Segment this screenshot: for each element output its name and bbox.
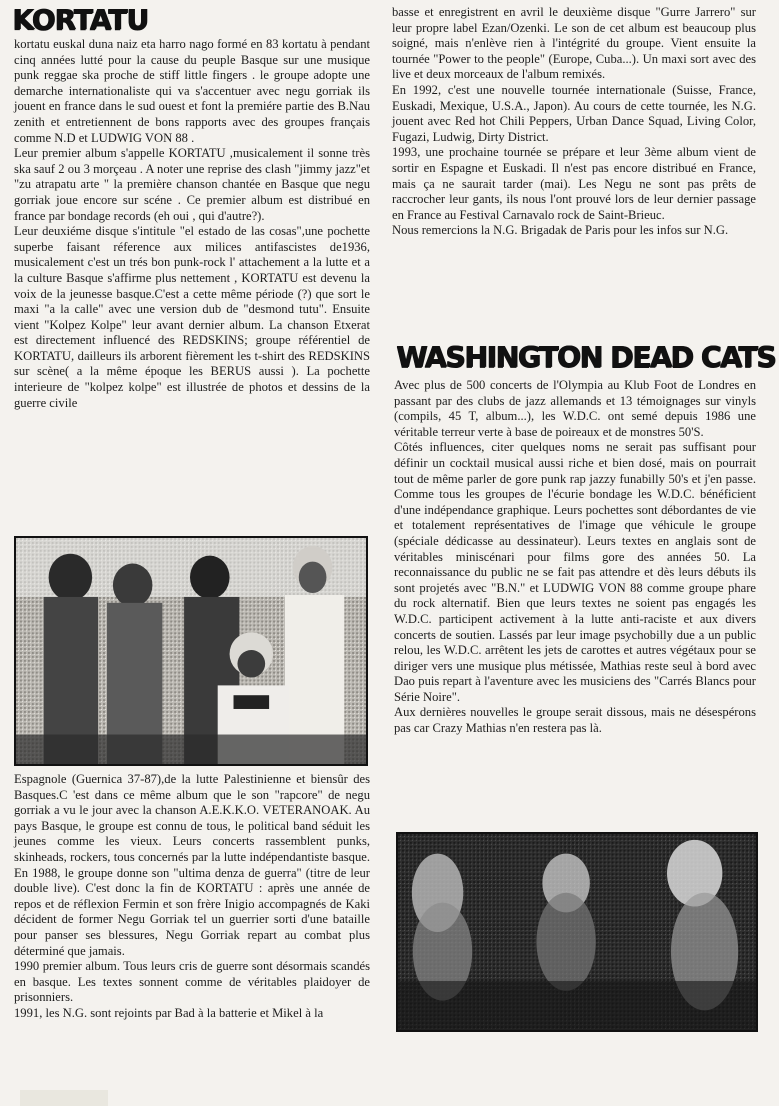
wdc-paragraph: Aux dernières nouvelles le groupe serait dissous, mais ne désespérons pas car Crazy Mathias n'en restera pas là.	[394, 705, 756, 736]
wdc-title: WASHINGTON DEAD CATS	[396, 341, 775, 374]
kortatu-paragraph: Leur deuxiéme disque s'intitule "el estado de las cosas",une pochette superbe faisant réference aux milices antifascistes de1936, musicalement c'est un trés bon punk-rock l' attachement a la lutte et a la culture Basque s'affirme plus nettement , KORTATU est devenu la voix de la jeunesse basque.C'est a cette même période (?) que sort le maxi "a la calle" avec une version dub de "desmond tutu". Ensuite vient "Kolpez Kolpe" leur avant dernier album. La chanson Etxerat est directement influencé des REDSKINS; groupe référentiel de KORTATU, dailleurs ils arborent fièrement les t-shirt des REDSKINS sur scène( a la même époque les BERUS aussi ). La pochette interieure de "kolpez kolpe" est illustrée de photos et dessins de la guerre civile	[14, 224, 370, 410]
band-photo-washington-dead-cats	[396, 832, 758, 1032]
photo-image	[398, 834, 756, 1030]
kortatu-article-top	[14, 37, 370, 411]
kortatu-article-bottom	[14, 772, 370, 1022]
wdc-paragraph: Côtés influences, citer quelques noms ne serait pas suffisant pour définir un cocktail musical aussi riche et bien dosé, mais on pourrait tout de même parler de gore punk rap jazzy funabilly 50's et j'en passe. Comme tous les groupes de l'écurie bondage les W.D.C. bénéficient d'une indépendance graphique. Leurs pochettes sont débordantes de vie et totalement représentatives de l'image que véhicule le groupe (spéciale dédicasse au dessinateur). Leurs textes en anglais sont de véritables miniscénari pour films gore des années 50. La reconnaissance du public ne se fait pas attendre et dès leurs débuts ils sont projetés avec "B.N." et LUDWIG VON 88 comme groupe phare du rock alternatif. Bien que leurs textes ne soient pas engagés les W.D.C. participent activement à la lutte anti-raciste et aux divers concerts de soutien. Lassés par leur image psychobilly due a un public relou, les W.D.C. arrêtent les jets de carottes et autres végétaux pour se diriger vers une musique plus métissée, Mathias reste seul à bord avec Dao puis repart à l'aventure avec les musiciens des "Carrés Blancs pour Série Noire".	[394, 440, 756, 704]
wdc-paragraph: Avec plus de 500 concerts de l'Olympia au Klub Foot de Londres en passant par des clubs de jazz allemands et 13 témoignages sur vinyls (compils, 45 T, album...), les W.D.C. ont semé depuis 1986 une véritable terreur verte à base de poireaux et de monstres 50'S.	[394, 378, 756, 439]
kortatu-paragraph: basse et enregistrent en avril le deuxième disque "Gurre Jarrero" sur leur propre label Ezan/Ozenki. Le son de cet album est beaucoup plus soigné, mais n'enlève rien à l'intégrité du groupe. Vient ensuite la tournée "Power to the people" (Europe, Cuba...). Un maxi sort avec des live et deux morceaux de l'album remixés.	[392, 5, 756, 82]
kortatu-title: KORTATU	[12, 3, 148, 36]
kortatu-paragraph: 1991, les N.G. sont rejoints par Bad à la batterie et Mikel à la	[14, 1005, 324, 1020]
wdc-article	[394, 378, 756, 737]
kortatu-article-continued	[392, 5, 756, 239]
kortatu-paragraph: 1990 premier album. Tous leurs cris de guerre sont désormais scandés en basque. Les textes sonnent comme de véritables plaidoyer de prisonniers.	[14, 959, 370, 1005]
kortatu-paragraph: Espagnole (Guernica 37-87),de la lutte Palestinienne et biensûr des Basques.C 'est dans ce même album que le son "rapcore" de negu gorriak a vu le jour avec la chanson A.E.K.K.O. VETERANOAK. Au pays Basque, le groupe est connu de tous, le political band séduit les jeunes comme les vieux. Leurs concerts rassemblent punks, skinheads, rockers, tous concernés par la lutte indépendantiste basque. En 1988, le groupe donne son "ultima denza de guerra" (titre de leur double live). C'est donc la fin de KORTATU : après une année de repos et de réflexion Fermin et son frère Inigio accompagnés de Kaki décident de former Negu Gorriak tel un guerrier sorti d'une bataille pour panser ses blessures, Negu Gorriak repart au combat plus déterminé que jamais.	[14, 772, 370, 958]
kortatu-paragraph: En 1992, c'est une nouvelle tournée internationale (Suisse, France, Euskadi, Mexique, U.S.A., Japon). Au cours de cette tournée, les N.G. jouent avec Red hot Chili Peppers, Urban Dance Squad, Living Color, Fugazi, Ludwig, Dirty District.	[392, 82, 756, 144]
band-photo-kortatu	[14, 536, 368, 766]
kortatu-paragraph: Leur premier album s'appelle KORTATU ,musicalement il sonne très ska sauf 2 ou 3 morçeau . A noter une reprise des clash "jimmy jazz"et "zu atrapatu arte " la première chanson chantée en Basque que negu gorriak joue encore sur scéne . Ce premier album est distribué en france par bondage records (eh oui , qui d'autre?).	[14, 146, 370, 223]
kortatu-paragraph: Nous remercions la N.G. Brigadak de Paris pour les infos sur N.G.	[392, 223, 729, 238]
photo-image	[16, 538, 366, 764]
kortatu-paragraph: kortatu euskal duna naiz eta harro nago formé en 83 kortatu à pendant cinq années lutté pour la cause du peuple Basque sur une musique punk reggae ska proche de stiff little fingers . le groupe adopte une demarche internationaliste qui va s'accentuer avec negu gorriak ils jouent en france dans le sud ouest et font la premiére partie des B.Nau zenith et entretiennent de bons rapports avec des groupes français comme N.D et LUDWIG VON 88 .	[14, 37, 370, 145]
kortatu-paragraph: 1993, une prochaine tournée se prépare et leur 3ème album vient de sortir en Espagne et Euskadi. Il n'est pas encore distribué en France, mais ça ne saurait tarder (mai). Les Negu ne sont pas prêts de raccrocher leur gants, ils nous l'ont prouvé lors de leur dernier passage en France au Festival Carnavalo rock de Saint-Brieuc.	[392, 145, 756, 222]
page-corner-mark	[20, 1090, 108, 1106]
